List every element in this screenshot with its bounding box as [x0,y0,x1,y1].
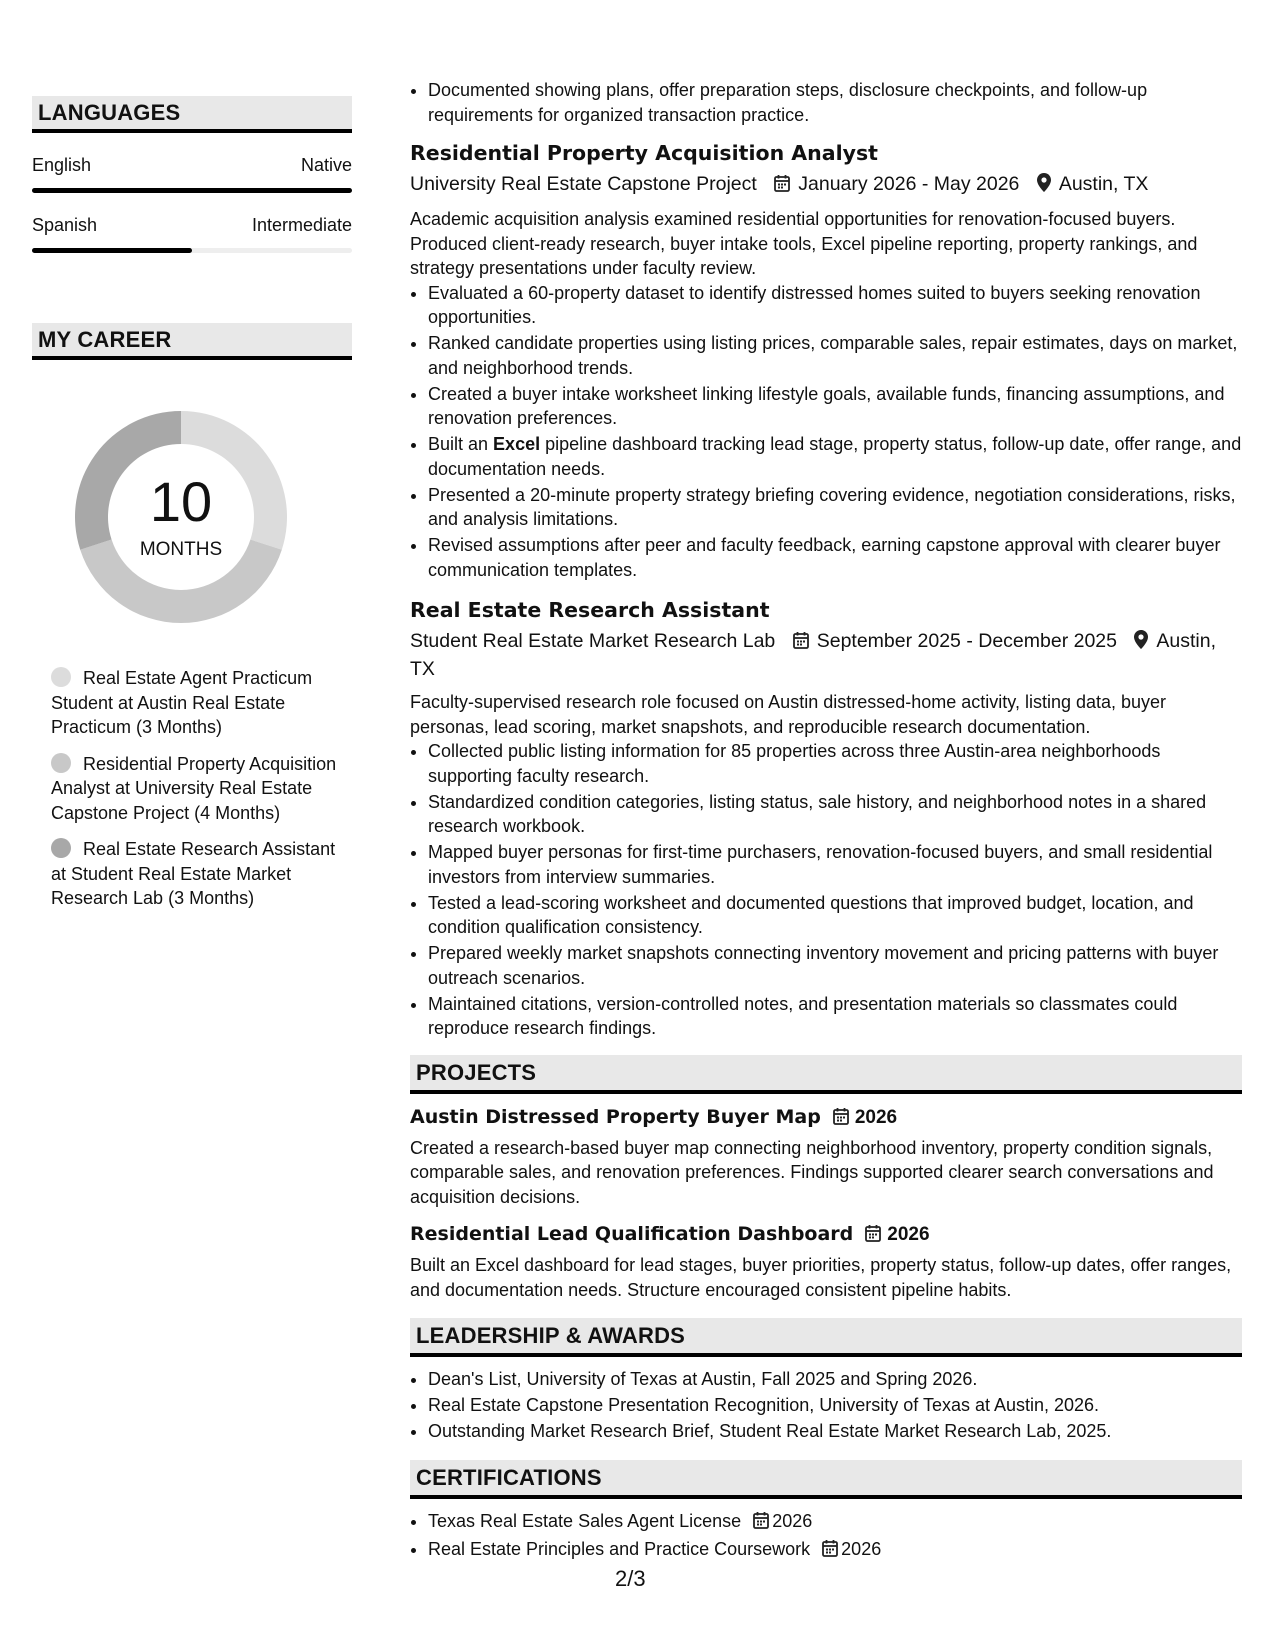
total-months-unit: MONTHS [139,539,223,560]
bullet-item: • Maintained citations, version-controlled notes, and presentation materials so classmates could reproduce research findings. [428,992,1242,1041]
job-entry [410,141,1242,582]
calendar-icon [774,173,790,199]
career-legend-item [51,666,341,740]
bullet-item: • Prepared weekly market snapshots connecting inventory movement and pricing patterns with buyer outreach scenarios. [428,941,1242,990]
bullet-item: • Presented a 20-minute property strategy briefing covering evidence, negotiation considerations, risks, and analysis limitations. [428,483,1242,532]
project-year: 2026 [854,1106,898,1128]
language-proficiency-fill [32,188,352,193]
leadership-heading: LEADERSHIP & AWARDS [410,1318,1242,1357]
job-title: Residential Property Acquisition Analyst [410,141,878,165]
bullet-item: • Collected public listing information for 85 properties across three Austin-area neighborhoods supporting faculty research. [428,739,1242,788]
language-name: Spanish [32,215,98,235]
calendar-icon [865,1224,881,1247]
job-description: Faculty-supervised research role focused on Austin distressed-home activity, listing data, buyer personas, lead scoring, market snapshots, and reproducible research documentation. [410,692,1167,737]
language-spanish [32,215,352,253]
language-proficiency-bar [32,248,352,253]
certification-year: 2026 [841,1538,882,1559]
bold-keyword: Excel [493,434,541,454]
career-heading: MY CAREER [32,323,352,360]
project-title-row [410,1106,1242,1130]
project-title-row [410,1223,1242,1247]
bullet-item: • Built an Excel pipeline dashboard tracking lead stage, property status, follow-up date, offer range, and documentation needs. [428,432,1242,481]
language-name: English [32,155,92,175]
sidebar [32,96,352,923]
certifications-list [410,1509,1242,1564]
legend-dot [51,667,71,687]
project-entry [410,1106,1242,1210]
job-org: University Real Estate Capstone Project [410,173,757,195]
projects-heading: PROJECTS [410,1055,1242,1094]
total-months-number: 10 [149,470,213,533]
language-proficiency-fill [32,248,192,253]
job-description: Academic acquisition analysis examined residential opportunities for renovation-focused buyers. Produced client-ready research, buyer intake tools, Excel pipeline reporting, property rankings, and strategy presentations under faculty review. [410,209,1198,278]
bullet-item: • Standardized condition categories, listing status, sale history, and neighborhood notes in a shared research workbook. [428,790,1242,839]
career-legend-item [51,752,341,826]
project-title: Austin Distressed Property Buyer Map [410,1105,821,1128]
legend-dot [51,753,71,773]
certification-name: Real Estate Principles and Practice Coursework [428,1538,811,1559]
bullet-item: • Mapped buyer personas for first-time purchasers, renovation-focused buyers, and small residential investors from interview summaries. [428,840,1242,889]
calendar-icon [753,1511,769,1536]
certifications-heading: CERTIFICATIONS [410,1460,1242,1499]
job-bullets [410,739,1242,1041]
bullet-item: • Revised assumptions after peer and faculty feedback, earning capstone approval with clearer buyer communication templates. [428,533,1242,582]
language-level: Intermediate [251,215,352,235]
project-description: Created a research-based buyer map connecting neighborhood inventory, property condition signals, comparable sales, and renovation preferences. Findings supported clearer search conversations and acquisition decisions. [410,1137,1214,1207]
project-description: Built an Excel dashboard for lead stages, buyer priorities, property status, follow-up dates, offer ranges, and documentation needs. Structure encouraged consistent pipeline habits. [410,1255,1232,1300]
main-content [410,78,1242,1565]
bullet-item: • Tested a lead-scoring worksheet and documented questions that improved budget, location, and condition qualification consistency. [428,891,1242,940]
location-pin-icon [1037,173,1051,199]
job-location: Austin, TX [1058,173,1149,195]
job-dates: January 2026 - May 2026 [798,173,1020,195]
calendar-icon [822,1539,838,1564]
bullet-item: • Documented showing plans, offer preparation steps, disclosure checkpoints, and follow-up requirements for organized transaction practice. [428,78,1242,127]
language-english [32,155,352,193]
job-dates: September 2025 - December 2025 [816,630,1117,652]
career-legend [51,666,341,911]
language-level: Native [300,155,352,175]
award-item: • Real Estate Capstone Presentation Recognition, University of Texas at Austin, 2026. [428,1393,1242,1418]
awards-list [410,1367,1242,1444]
career-donut-chart [66,402,296,632]
project-entry [410,1223,1242,1302]
job-bullets [410,281,1242,583]
calendar-icon [833,1107,849,1130]
career-legend-text: Residential Property Acquisition Analyst at University Real Estate Capstone Project (4 Months) [51,753,337,823]
job-location: Austin, TX [410,630,1217,680]
career-legend-text: Real Estate Agent Practicum Student at Austin Real Estate Practicum (3 Months) [51,668,313,737]
job-org: Student Real Estate Market Research Lab [410,630,776,652]
certification-year: 2026 [772,1510,813,1531]
donut-center [66,402,296,632]
calendar-icon [793,630,809,656]
award-item: • Dean's List, University of Texas at Austin, Fall 2025 and Spring 2026. [428,1367,1242,1392]
career-legend-item [51,837,341,911]
page-number: 2/3 [615,1566,646,1591]
language-proficiency-bar [32,188,352,193]
previous-job-bullets [410,78,1242,127]
location-pin-icon [1134,630,1148,656]
job-meta [410,171,1242,199]
bullet-item: • Created a buyer intake worksheet linking lifestyle goals, available funds, financing assumptions, and renovation preferences. [428,382,1242,431]
languages-heading: LANGUAGES [32,96,352,133]
certification-item [428,1509,1242,1536]
certification-name: Texas Real Estate Sales Agent License [428,1510,742,1531]
bullet-item: • Ranked candidate properties using listing prices, comparable sales, repair estimates, days on market, and neighborhood trends. [428,331,1242,380]
certification-item [428,1537,1242,1564]
project-year: 2026 [887,1224,930,1245]
career-legend-text: Real Estate Research Assistant at Student Real Estate Market Research Lab (3 Months) [51,839,336,908]
job-title: Real Estate Research Assistant [410,598,770,622]
project-title: Residential Lead Qualification Dashboard [410,1223,854,1245]
bullet-item: • Evaluated a 60-property dataset to identify distressed homes suited to buyers seeking renovation opportunities. [428,281,1242,330]
job-entry [410,598,1242,1041]
legend-dot [51,838,71,858]
job-meta [410,628,1242,682]
award-item: • Outstanding Market Research Brief, Student Real Estate Market Research Lab, 2025. [428,1419,1242,1444]
